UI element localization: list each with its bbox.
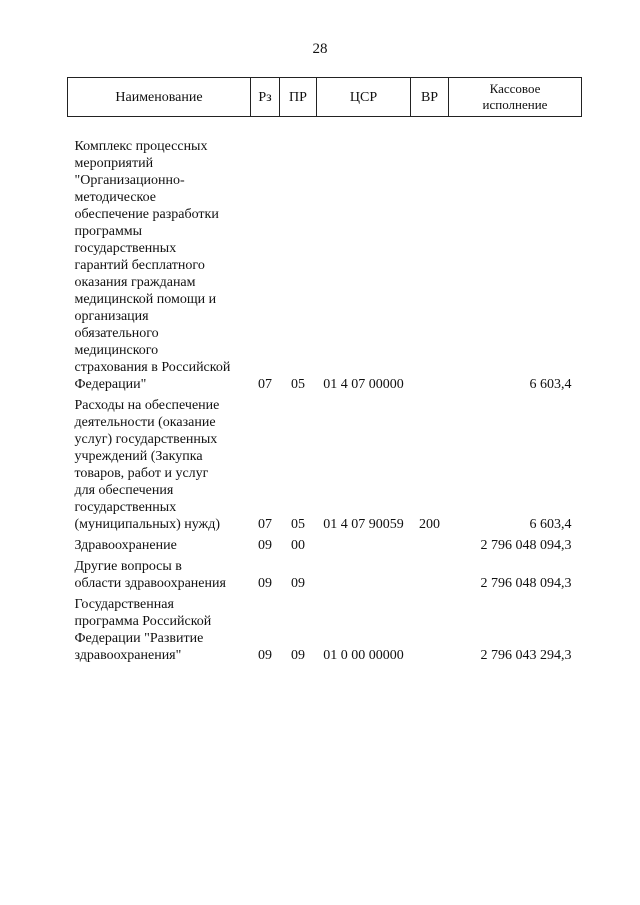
table-row [68, 117, 582, 398]
row-name-line: медицинской помощи и [74, 292, 217, 307]
row-subsection: 00 [291, 538, 305, 553]
table-body [68, 117, 582, 669]
row-expense-type [411, 558, 449, 596]
table-row [68, 397, 582, 537]
row-expense-type [411, 596, 449, 668]
row-name-line: медицинского [74, 343, 159, 358]
row-name [68, 596, 251, 668]
table-row [68, 558, 582, 596]
row-name-line: гарантий бесплатного [74, 258, 205, 273]
row-name [68, 397, 251, 537]
row-section: 09 [258, 538, 272, 553]
row-name-line: страхования в Российской [74, 360, 231, 375]
row-name-line: здравоохранения" [74, 648, 182, 663]
row-name-line: Другие вопросы в [74, 559, 182, 574]
header-name: Наименование [68, 78, 251, 117]
table-header-row [68, 78, 582, 117]
row-target-article: 01 4 07 90059 [323, 517, 404, 532]
page-number: 28 [312, 41, 328, 57]
row-name-line: обеспечение разработки [74, 207, 219, 222]
row-name-line: услуг) государственных [74, 432, 218, 447]
table-row [68, 596, 582, 668]
row-name-line: государственных [74, 500, 177, 515]
row-section: 07 [258, 377, 272, 392]
row-name-line: оказания гражданам [74, 275, 196, 290]
row-section: 09 [258, 576, 272, 591]
row-subsection: 05 [291, 517, 305, 532]
row-cash-execution: 6 603,4 [529, 517, 572, 532]
row-name-line: мероприятий [74, 156, 154, 171]
row-name-line: обязательного [74, 326, 159, 341]
row-name-line: товаров, работ и услуг [74, 466, 209, 481]
row-name-line: Государственная [74, 597, 174, 612]
row-target-article [317, 558, 411, 596]
row-name-line: Комплекс процессных [74, 139, 208, 154]
row-subsection: 05 [291, 377, 305, 392]
row-name-line: программы [74, 224, 143, 239]
row-target-article: 01 4 07 00000 [323, 377, 404, 392]
budget-execution-table [67, 77, 582, 668]
row-cash-execution: 2 796 048 094,3 [480, 576, 572, 591]
header-cash-execution-line1: Кассовое [489, 81, 541, 96]
row-name-line: "Организационно- [74, 173, 185, 188]
row-name-line: (муниципальных) нужд) [74, 517, 221, 532]
header-expense-type: ВР [411, 78, 449, 117]
table-row [68, 537, 582, 558]
header-subsection: ПР [280, 78, 317, 117]
row-name-line: учреждений (Закупка [74, 449, 203, 464]
header-cash-execution [449, 78, 582, 117]
row-section: 07 [258, 517, 272, 532]
row-cash-execution: 2 796 048 094,3 [480, 538, 572, 553]
row-name-line: Федерации" [74, 377, 147, 392]
row-cash-execution: 6 603,4 [529, 377, 572, 392]
row-expense-type [411, 117, 449, 398]
row-expense-type [411, 537, 449, 558]
row-name [68, 537, 251, 558]
row-name-line: методическое [74, 190, 157, 205]
row-name-line: Федерации "Развитие [74, 631, 204, 646]
row-name [68, 117, 251, 398]
row-cash-execution: 2 796 043 294,3 [480, 648, 572, 663]
row-name-line: Расходы на обеспечение [74, 398, 220, 413]
row-name-line: Здравоохранение [74, 538, 177, 553]
row-subsection: 09 [291, 648, 305, 663]
row-subsection: 09 [291, 576, 305, 591]
header-section: Рз [251, 78, 280, 117]
row-target-article: 01 0 00 00000 [323, 648, 404, 663]
row-expense-type: 200 [419, 517, 440, 532]
row-name-line: государственных [74, 241, 177, 256]
row-section: 09 [258, 648, 272, 663]
row-name-line: программа Российской [74, 614, 212, 629]
row-name-line: организация [74, 309, 149, 324]
row-name-line: области здравоохранения [74, 576, 226, 591]
row-target-article [317, 537, 411, 558]
header-target-article: ЦСР [317, 78, 411, 117]
row-name [68, 558, 251, 596]
row-name-line: для обеспечения [74, 483, 174, 498]
row-name-line: деятельности (оказание [74, 415, 216, 430]
header-cash-execution-line2: исполнение [482, 97, 548, 112]
